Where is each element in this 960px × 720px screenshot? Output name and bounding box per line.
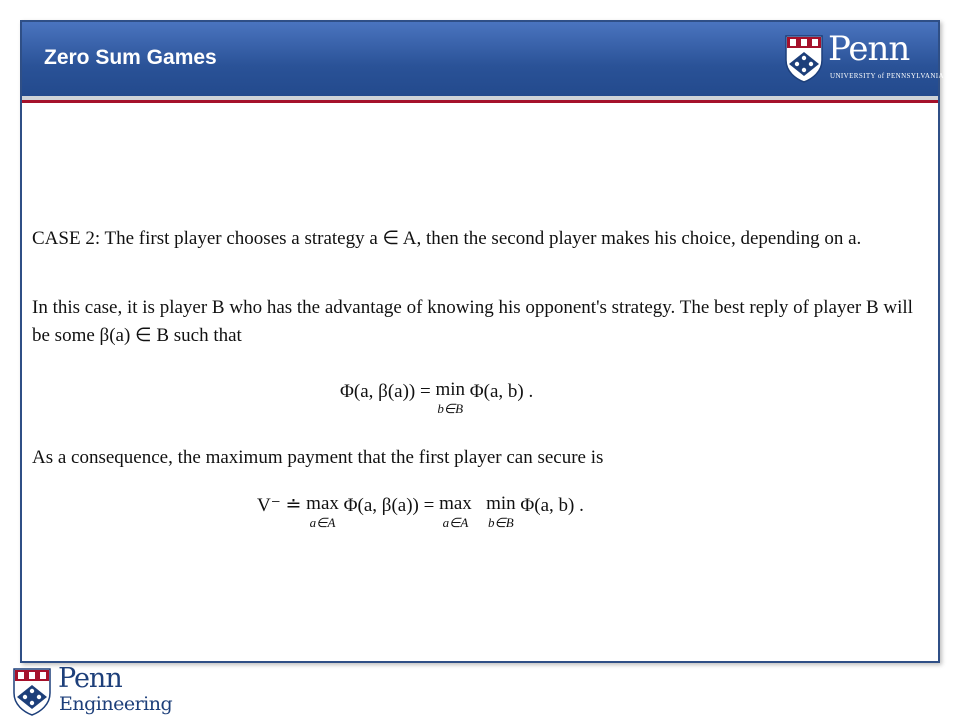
penn-engineering-logo	[12, 663, 173, 719]
max-operator: max a∈A	[306, 493, 339, 530]
penn-subtitle: UNIVERSITY of PENNSYLVANIA	[830, 72, 944, 80]
equation-left: Φ(a, β(a)) =	[340, 381, 436, 402]
best-reply-equation	[340, 378, 533, 415]
penn-logo	[784, 29, 944, 86]
min-operator: min b∈B	[435, 379, 466, 416]
penn-shield-icon	[12, 667, 52, 717]
penn-wordmark: Penn	[828, 29, 910, 69]
case-2-paragraph: CASE 2: The first player chooses a strategy a ∈ A, then the second player makes his choice, depending on a.	[32, 228, 862, 249]
lower-value-equation	[257, 492, 584, 529]
best-reply-paragraph: In this case, it is player B who has the advantage of knowing his opponent's strategy. The best reply of player B will be some β(a) ∈ B such that	[32, 297, 913, 346]
equation-middle: Φ(a, β(a)) =	[343, 495, 440, 516]
header-bar	[22, 22, 944, 96]
equation-right: Φ(a, b) .	[520, 495, 584, 516]
penn-shield-icon	[784, 34, 824, 84]
equation-right: Φ(a, b) .	[469, 381, 534, 402]
equation-left: V⁻ ≐	[257, 495, 307, 516]
slide-title: Zero Sum Games	[44, 46, 217, 69]
consequence-paragraph: As a consequence, the maximum payment that the first player can secure is	[32, 447, 604, 468]
footer-engineering-label: Engineering	[59, 693, 173, 715]
max-operator: max a∈A	[439, 493, 472, 530]
footer-penn-wordmark: Penn	[58, 663, 122, 694]
header-accent-line	[22, 100, 938, 103]
min-operator: min b∈B	[486, 493, 516, 530]
slide-frame	[20, 20, 944, 663]
